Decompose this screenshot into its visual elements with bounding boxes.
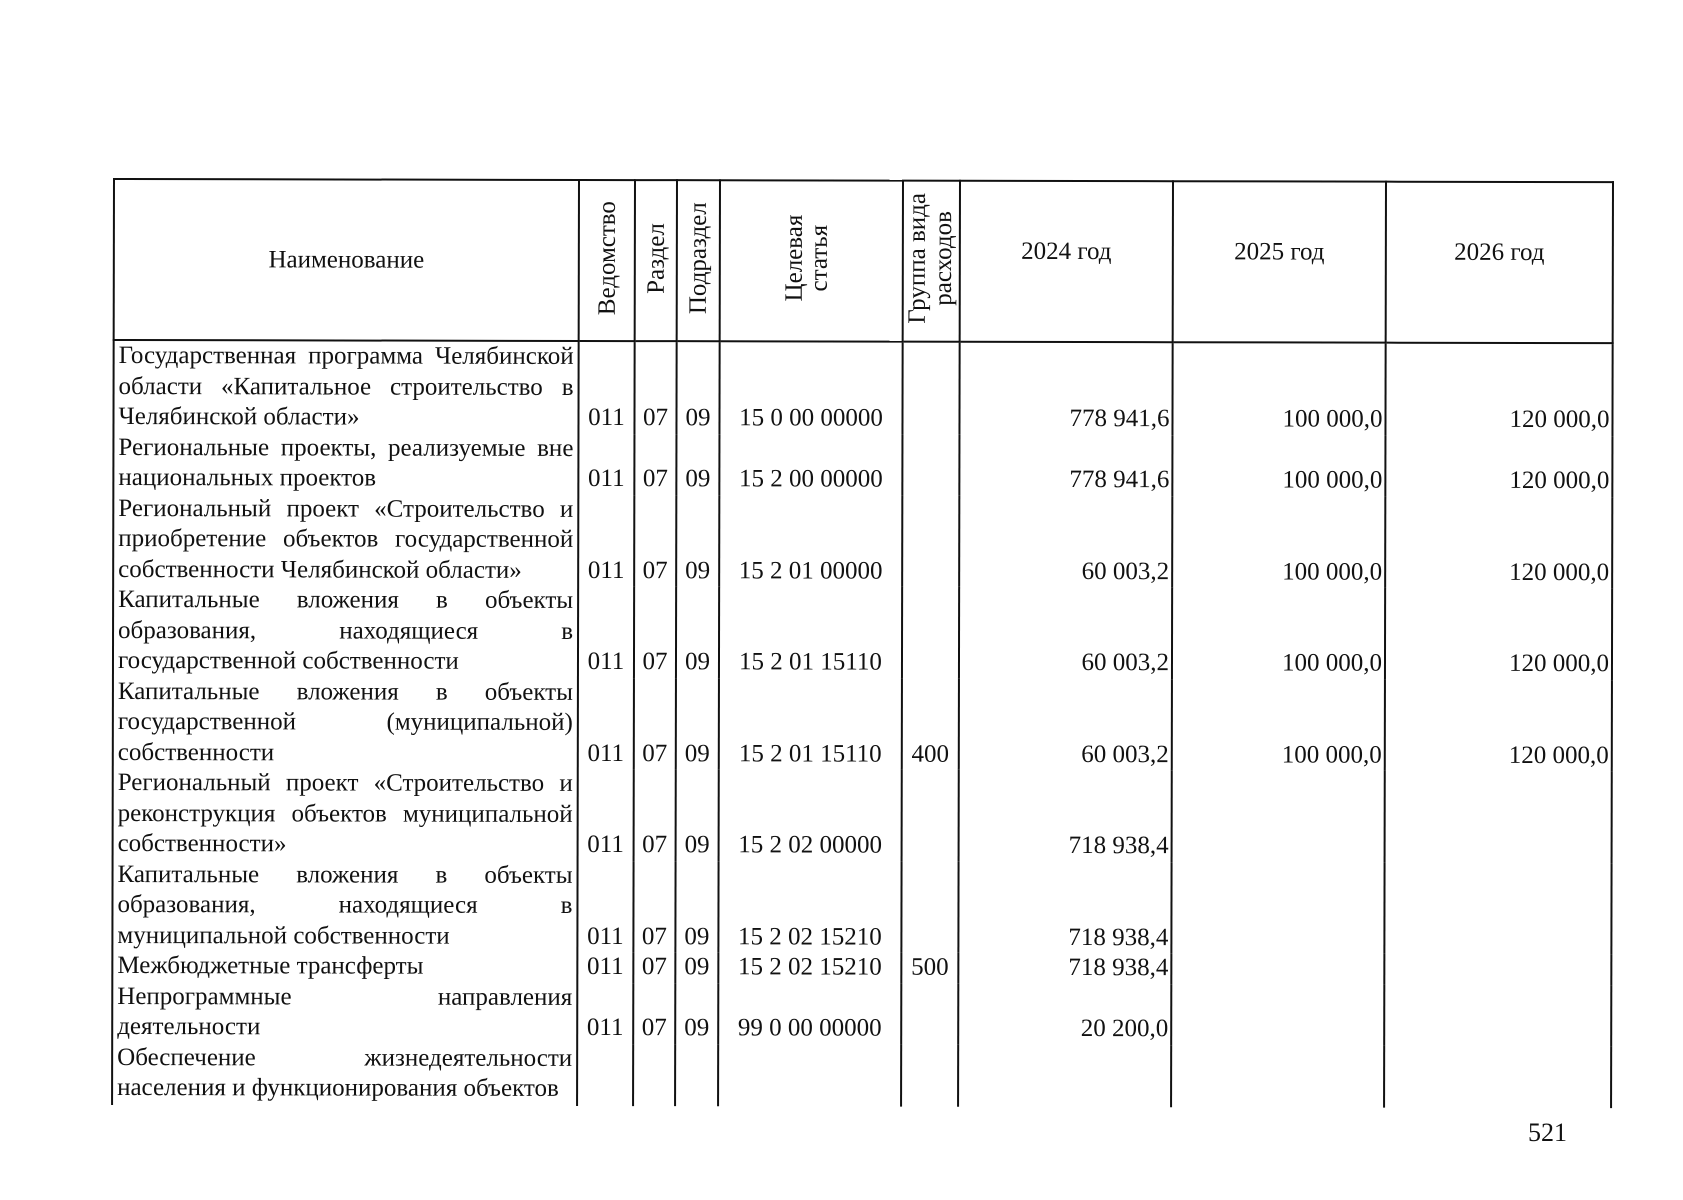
cell-2024: 60 003,2 xyxy=(959,678,1172,770)
cell-tselevaya-statya: 15 2 02 00000 xyxy=(719,769,902,861)
header-row xyxy=(114,179,1613,343)
table-row xyxy=(112,860,1611,955)
cell-name: Обеспечение жизнедеятельности населения и функционирования объектов xyxy=(112,1043,577,1106)
cell-gruppa-vida-rashodov xyxy=(902,770,959,862)
cell-2024: 60 003,2 xyxy=(959,587,1172,679)
cell-podrazdel: 09 xyxy=(676,434,719,495)
cell-razdel: 07 xyxy=(633,861,675,953)
cell-2026 xyxy=(1384,984,1611,1045)
table-row xyxy=(113,494,1612,589)
cell-name: Непрограммные направления деятельности xyxy=(112,982,577,1044)
table-row xyxy=(113,677,1612,772)
cell-tselevaya-statya xyxy=(718,1044,901,1106)
cell-2024: 778 941,6 xyxy=(959,342,1172,435)
cell-podrazdel: 09 xyxy=(675,861,718,953)
table-row xyxy=(113,433,1612,497)
table-row xyxy=(113,340,1612,436)
cell-podrazdel: 09 xyxy=(675,983,718,1044)
cell-name: Региональные проекты, реализуемые вне национальных проектов xyxy=(113,433,578,495)
header-podrazdel: Подраздел xyxy=(677,180,720,341)
cell-2024 xyxy=(958,1044,1171,1106)
cell-gruppa-vida-rashodov xyxy=(901,861,958,953)
cell-2026: 120 000,0 xyxy=(1385,679,1612,771)
cell-vedomstvo: 011 xyxy=(577,860,633,952)
cell-tselevaya-statya: 15 2 01 15110 xyxy=(719,586,902,678)
cell-vedomstvo: 011 xyxy=(578,769,634,861)
cell-2024: 778 941,6 xyxy=(959,434,1172,495)
cell-2026 xyxy=(1385,771,1612,863)
cell-gruppa-vida-rashodov xyxy=(902,342,959,435)
cell-tselevaya-statya: 15 0 00 00000 xyxy=(719,341,902,434)
header-name: Наименование xyxy=(114,179,579,341)
header-2024: 2024 год xyxy=(960,181,1173,342)
cell-podrazdel: 09 xyxy=(676,341,719,434)
cell-vedomstvo xyxy=(577,1043,633,1105)
cell-name: Региональный проект «Строительство и приобретение объектов государственной собственности Челябинской области» xyxy=(113,494,578,586)
table-row xyxy=(113,585,1612,680)
cell-vedomstvo: 011 xyxy=(578,494,634,586)
cell-gruppa-vida-rashodov xyxy=(902,434,959,495)
cell-name: Государственная программа Челябинской области «Капитальное строительство в Челябинской области» xyxy=(113,340,578,433)
cell-razdel: 07 xyxy=(634,586,676,678)
cell-vedomstvo: 011 xyxy=(578,341,634,434)
table-body xyxy=(112,340,1613,1108)
cell-gruppa-vida-rashodov xyxy=(901,983,958,1044)
cell-2024: 60 003,2 xyxy=(959,495,1172,587)
cell-vedomstvo: 011 xyxy=(577,952,633,983)
cell-name: Региональный проект «Строительство и реконструкция объектов муниципальной собственности» xyxy=(113,768,578,860)
cell-vedomstvo: 011 xyxy=(578,433,634,494)
cell-vedomstvo: 011 xyxy=(578,586,634,678)
cell-gruppa-vida-rashodov xyxy=(901,1044,958,1106)
cell-podrazdel xyxy=(675,1044,718,1106)
cell-podrazdel: 09 xyxy=(675,952,718,983)
cell-razdel: 07 xyxy=(634,434,676,495)
cell-2025 xyxy=(1172,770,1385,862)
cell-2026: 120 000,0 xyxy=(1385,343,1612,436)
cell-vedomstvo: 011 xyxy=(578,677,634,769)
cell-tselevaya-statya: 15 2 01 15110 xyxy=(719,678,902,770)
cell-razdel: 07 xyxy=(634,769,676,861)
cell-razdel: 07 xyxy=(634,341,676,434)
cell-vedomstvo: 011 xyxy=(577,982,633,1043)
header-tselevaya-statya: Целевая статья xyxy=(720,180,903,341)
cell-gruppa-vida-rashodov xyxy=(902,587,959,679)
cell-gruppa-vida-rashodov xyxy=(902,495,959,587)
cell-2025: 100 000,0 xyxy=(1172,342,1385,435)
cell-razdel: 07 xyxy=(634,495,676,587)
cell-tselevaya-statya: 15 2 02 15210 xyxy=(718,861,901,953)
page-number: 521 xyxy=(1528,1118,1567,1147)
budget-table xyxy=(111,178,1614,1108)
cell-podrazdel: 09 xyxy=(676,678,719,770)
cell-tselevaya-statya: 15 2 00 00000 xyxy=(719,434,902,495)
cell-razdel: 07 xyxy=(633,983,675,1044)
cell-podrazdel: 09 xyxy=(676,586,719,678)
cell-2025: 100 000,0 xyxy=(1172,679,1385,771)
cell-razdel: 07 xyxy=(634,678,676,770)
cell-podrazdel: 09 xyxy=(676,495,719,587)
cell-name: Межбюджетные трансферты xyxy=(112,951,577,982)
cell-razdel: 07 xyxy=(633,952,675,983)
cell-2026 xyxy=(1384,862,1611,954)
header-razdel: Раздел xyxy=(635,180,677,341)
cell-2025 xyxy=(1171,1045,1384,1107)
cell-tselevaya-statya: 15 2 01 00000 xyxy=(719,495,902,587)
table-row xyxy=(113,768,1612,863)
cell-gruppa-vida-rashodov: 400 xyxy=(902,678,959,770)
table-row xyxy=(112,951,1611,985)
table-row xyxy=(112,1043,1611,1108)
header-vedomstvo: Ведомство xyxy=(579,180,635,341)
cell-2025 xyxy=(1171,953,1384,984)
cell-name: Капитальные вложения в объекты образования, находящиеся в государственной собственности xyxy=(113,585,578,677)
cell-2024: 718 938,4 xyxy=(958,861,1171,953)
cell-2025: 100 000,0 xyxy=(1172,435,1385,496)
cell-podrazdel: 09 xyxy=(676,769,719,861)
cell-tselevaya-statya: 15 2 02 15210 xyxy=(718,952,901,983)
cell-2024: 718 938,4 xyxy=(958,953,1171,984)
header-2026: 2026 год xyxy=(1386,182,1613,343)
cell-2025 xyxy=(1171,862,1384,954)
cell-name: Капитальные вложения в объекты образования, находящиеся в муниципальной собственности xyxy=(112,860,577,952)
header-2025: 2025 год xyxy=(1173,181,1386,342)
cell-2026 xyxy=(1384,954,1611,985)
cell-2026: 120 000,0 xyxy=(1385,435,1612,496)
cell-2025: 100 000,0 xyxy=(1172,496,1385,588)
cell-razdel xyxy=(633,1044,675,1106)
cell-name: Капитальные вложения в объекты государственной (муниципальной) собственности xyxy=(113,677,578,769)
table-row xyxy=(112,982,1611,1046)
cell-2025 xyxy=(1171,984,1384,1045)
cell-2026: 120 000,0 xyxy=(1385,588,1612,680)
cell-tselevaya-statya: 99 0 00 00000 xyxy=(718,983,901,1044)
cell-2024: 20 200,0 xyxy=(958,983,1171,1044)
cell-2026: 120 000,0 xyxy=(1385,496,1612,588)
cell-2025: 100 000,0 xyxy=(1172,587,1385,679)
header-gruppa-vida-rashodov: Группа вида расходов xyxy=(903,181,960,342)
cell-gruppa-vida-rashodov: 500 xyxy=(901,953,958,984)
cell-2024: 718 938,4 xyxy=(959,770,1172,862)
cell-2026 xyxy=(1384,1045,1611,1107)
